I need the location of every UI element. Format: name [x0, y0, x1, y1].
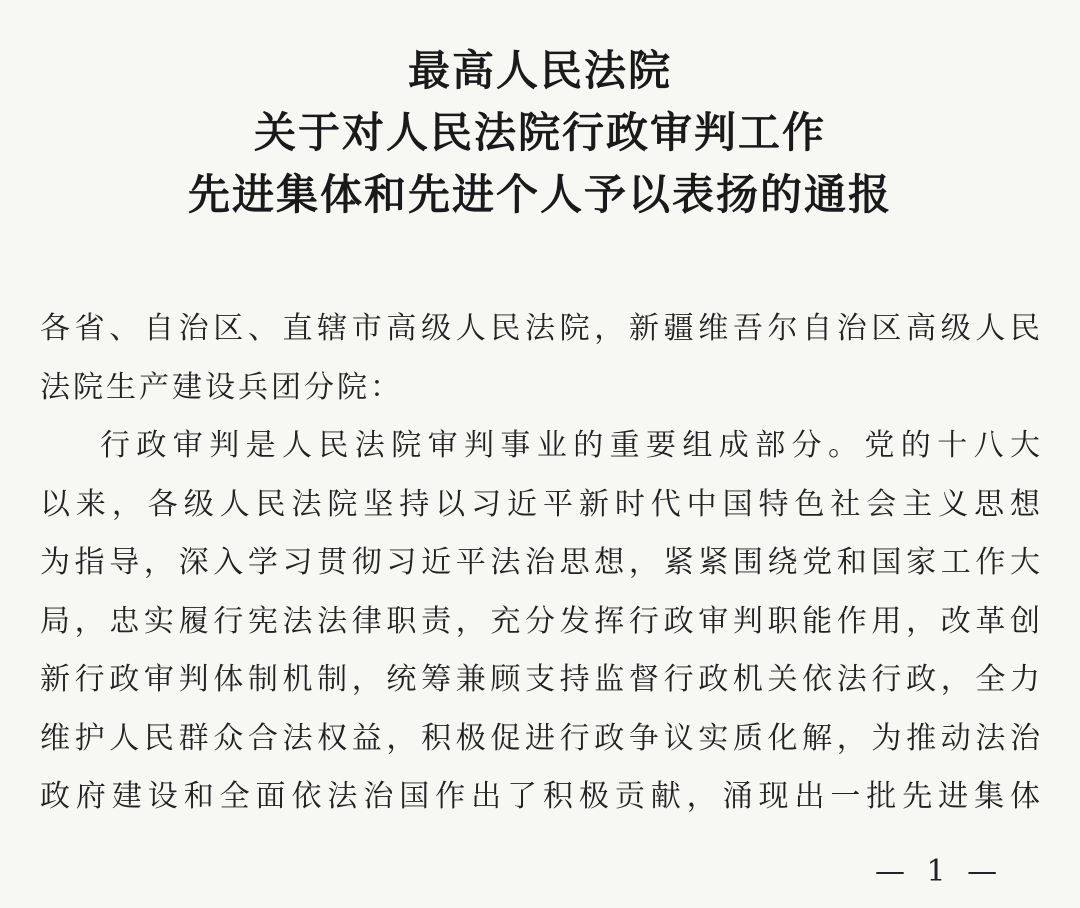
body-line-6: 维护人民群众合法权益，积极促进行政争议实质化解，为推动法治	[40, 720, 1040, 756]
address-line-1: 各省、自治区、直辖市高级人民法院，新疆维吾尔自治区高级人民	[40, 311, 1040, 346]
page-number: — 1 —	[875, 854, 1004, 889]
body-line-4: 局，忠实履行宪法法律职责，充分发挥行政审判职能作用，改革创	[40, 603, 1040, 639]
title-line-1: 最高人民法院	[407, 46, 672, 95]
title-line-2: 关于对人民法院行政审判工作	[253, 108, 826, 157]
body-line-1: 行政审判是人民法院审判事业的重要组成部分。党的十八大	[100, 428, 1040, 463]
document-body	[40, 300, 1040, 827]
body-line-2: 以来，各级人民法院坚持以习近平新时代中国特色社会主义思想	[40, 486, 1040, 522]
address-line-2: 法院生产建设兵团分院：	[40, 369, 403, 405]
body-line-7: 政府建设和全面依法治国作出了积极贡献，涌现出一批先进集体	[40, 779, 1040, 814]
body-line-5: 新行政审判体制机制，统筹兼顾支持监督行政机关依法行政，全力	[40, 662, 1040, 697]
document-title	[0, 40, 1080, 226]
body-line-3: 为指导，深入学习贯彻习近平法治思想，紧紧围绕党和国家工作大	[40, 545, 1040, 580]
title-line-3: 先进集体和先进个人予以表扬的通报	[187, 170, 892, 219]
